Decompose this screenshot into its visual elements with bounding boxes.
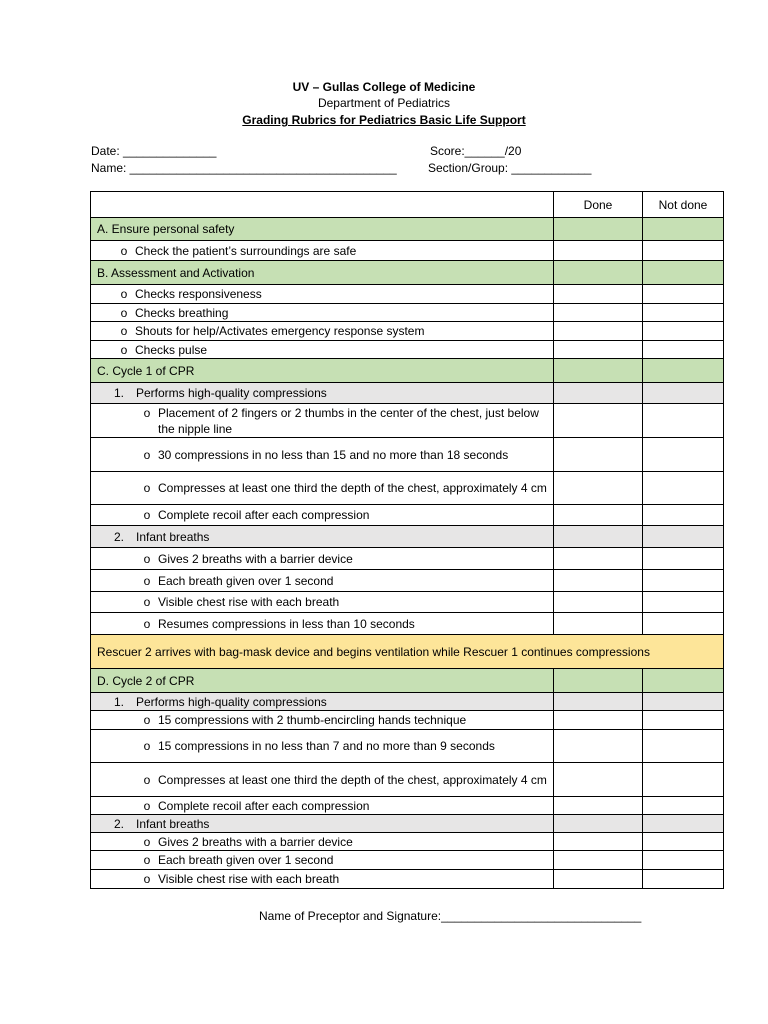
not-done-cell[interactable] <box>643 797 724 815</box>
subsection-number: 1. <box>114 386 125 400</box>
section-label: D. Cycle 2 of CPR <box>91 669 554 693</box>
header-blank-cell <box>91 192 554 218</box>
done-cell[interactable] <box>554 438 643 472</box>
column-header-not-done: Not done <box>643 192 724 218</box>
subsection-label: Infant breaths <box>136 816 210 831</box>
not-done-cell[interactable] <box>643 730 724 763</box>
done-cell[interactable] <box>554 472 643 505</box>
table-row <box>91 763 724 797</box>
bullet-icon: o <box>143 772 151 787</box>
section-group-field[interactable]: Section/Group: ____________ <box>428 161 592 175</box>
done-cell[interactable] <box>554 548 643 570</box>
item-label: Checks responsiveness <box>135 287 262 301</box>
table-row <box>91 341 724 359</box>
item-label: Gives 2 breaths with a barrier device <box>158 551 353 566</box>
table-row <box>91 730 724 763</box>
not-done-cell[interactable] <box>643 570 724 592</box>
done-cell[interactable] <box>554 322 643 341</box>
done-cell[interactable] <box>554 870 643 889</box>
bullet-icon: o <box>143 872 151 886</box>
table-header-row <box>91 192 724 218</box>
not-done-cell[interactable] <box>643 833 724 851</box>
date-field[interactable]: Date: ______________ <box>91 144 217 158</box>
done-cell[interactable] <box>554 341 643 359</box>
subsection-label: Infant breaths <box>136 529 210 544</box>
not-done-cell[interactable] <box>643 693 724 711</box>
done-cell[interactable] <box>554 711 643 730</box>
bullet-icon: o <box>120 324 128 338</box>
table-row <box>91 711 724 730</box>
not-done-cell[interactable] <box>643 851 724 870</box>
done-cell[interactable] <box>554 241 643 261</box>
score-field[interactable]: Score:______/20 <box>430 144 522 158</box>
department-name: Department of Pediatrics <box>317 96 451 110</box>
table-row <box>91 851 724 870</box>
not-done-cell[interactable] <box>643 815 724 833</box>
subsection-row <box>91 693 724 711</box>
item-label: Compresses at least one third the depth of the chest, approximately 4 cm <box>158 481 547 495</box>
bullet-icon: o <box>143 508 151 522</box>
done-cell[interactable] <box>554 763 643 797</box>
bullet-icon: o <box>120 305 128 320</box>
item-label: Checks breathing <box>135 305 229 320</box>
done-cell[interactable] <box>554 570 643 592</box>
bullet-icon: o <box>120 243 128 258</box>
section-label: C. Cycle 1 of CPR <box>91 359 554 383</box>
done-cell[interactable] <box>554 261 643 285</box>
table-row <box>91 322 724 341</box>
college-name: UV – Gullas College of Medicine <box>292 80 476 94</box>
not-done-cell[interactable] <box>643 218 724 241</box>
done-cell[interactable] <box>554 797 643 815</box>
item-label: Complete recoil after each compression <box>158 508 370 522</box>
item-label: Visible chest rise with each breath <box>158 595 340 609</box>
not-done-cell[interactable] <box>643 285 724 304</box>
item-label: Check the patient’s surroundings are safe <box>135 243 357 258</box>
subsection-number: 2. <box>114 816 125 831</box>
done-cell[interactable] <box>554 815 643 833</box>
not-done-cell[interactable] <box>643 438 724 472</box>
done-cell[interactable] <box>554 526 643 548</box>
done-cell[interactable] <box>554 669 643 693</box>
bullet-icon: o <box>143 405 151 420</box>
bullet-icon: o <box>143 739 151 753</box>
done-cell[interactable] <box>554 404 643 438</box>
bullet-icon: o <box>143 713 151 727</box>
rescuer-note: Rescuer 2 arrives with bag-mask device and begins ventilation while Rescuer 1 continues compressions <box>91 635 724 669</box>
done-cell[interactable] <box>554 613 643 635</box>
name-field[interactable]: Name: ________________________________________ <box>91 161 397 175</box>
bullet-icon: o <box>143 551 151 566</box>
subsection-row <box>91 526 724 548</box>
not-done-cell[interactable] <box>643 261 724 285</box>
done-cell[interactable] <box>554 505 643 526</box>
not-done-cell[interactable] <box>643 404 724 438</box>
table-row <box>91 404 724 438</box>
subsection-number: 1. <box>114 694 125 709</box>
table-row <box>91 548 724 570</box>
not-done-cell[interactable] <box>643 359 724 383</box>
subsection-label: Performs high-quality compressions <box>136 694 327 709</box>
item-label: Complete recoil after each compression <box>158 798 370 813</box>
table-row <box>91 472 724 505</box>
not-done-cell[interactable] <box>643 870 724 889</box>
not-done-cell[interactable] <box>643 548 724 570</box>
bullet-icon: o <box>143 595 151 609</box>
done-cell[interactable] <box>554 833 643 851</box>
not-done-cell[interactable] <box>643 322 724 341</box>
item-label: Each breath given over 1 second <box>158 573 334 588</box>
done-cell[interactable] <box>554 693 643 711</box>
item-label: Gives 2 breaths with a barrier device <box>158 834 353 849</box>
done-cell[interactable] <box>554 730 643 763</box>
table-row <box>91 613 724 635</box>
bullet-icon: o <box>143 447 151 462</box>
document-title: Grading Rubrics for Pediatrics Basic Life Support <box>242 113 526 127</box>
item-label: 15 compressions in no less than 7 and no more than 9 seconds <box>158 739 495 753</box>
item-label: 30 compressions in no less than 15 and no more than 18 seconds <box>158 447 509 462</box>
bullet-icon: o <box>143 616 151 631</box>
done-cell[interactable] <box>554 851 643 870</box>
done-cell[interactable] <box>554 304 643 322</box>
done-cell[interactable] <box>554 383 643 404</box>
subsection-row <box>91 383 724 404</box>
not-done-cell[interactable] <box>643 763 724 797</box>
bullet-icon: o <box>143 834 151 849</box>
table-row <box>91 570 724 592</box>
not-done-cell[interactable] <box>643 304 724 322</box>
column-header-done: Done <box>554 192 643 218</box>
not-done-cell[interactable] <box>643 592 724 613</box>
item-label: Placement of 2 fingers or 2 thumbs in the center of the chest, just below the nipple line <box>158 405 539 436</box>
bullet-icon: o <box>143 798 151 813</box>
preceptor-signature-field[interactable]: Name of Preceptor and Signature:______________________________ <box>259 909 642 923</box>
item-label: 15 compressions with 2 thumb-encircling hands technique <box>158 713 467 727</box>
rubric-table <box>90 191 724 889</box>
bullet-icon: o <box>143 573 151 588</box>
subsection-number: 2. <box>114 529 125 544</box>
table-row <box>91 285 724 304</box>
section-row-a <box>91 218 724 241</box>
bullet-icon: o <box>143 853 151 867</box>
section-label: B. Assessment and Activation <box>91 261 554 285</box>
table-row <box>91 304 724 322</box>
not-done-cell[interactable] <box>643 711 724 730</box>
section-label: A. Ensure personal safety <box>91 218 554 241</box>
not-done-cell[interactable] <box>643 526 724 548</box>
done-cell[interactable] <box>554 592 643 613</box>
table-row <box>91 241 724 261</box>
item-label: Each breath given over 1 second <box>158 853 334 867</box>
rescuer-note-row <box>91 635 724 669</box>
item-label: Compresses at least one third the depth of the chest, approximately 4 cm <box>158 772 547 787</box>
table-row <box>91 438 724 472</box>
subsection-label: Performs high-quality compressions <box>136 386 327 400</box>
bullet-icon: o <box>120 287 128 301</box>
not-done-cell[interactable] <box>643 472 724 505</box>
done-cell[interactable] <box>554 218 643 241</box>
table-row <box>91 797 724 815</box>
not-done-cell[interactable] <box>643 505 724 526</box>
not-done-cell[interactable] <box>643 613 724 635</box>
not-done-cell[interactable] <box>643 383 724 404</box>
bullet-icon: o <box>143 481 151 495</box>
section-row-d <box>91 669 724 693</box>
table-row <box>91 870 724 889</box>
item-label: Resumes compressions in less than 10 seconds <box>158 616 415 631</box>
table-row <box>91 833 724 851</box>
subsection-row <box>91 815 724 833</box>
table-row <box>91 592 724 613</box>
item-label: Shouts for help/Activates emergency response system <box>135 324 425 338</box>
section-row-c <box>91 359 724 383</box>
done-cell[interactable] <box>554 359 643 383</box>
not-done-cell[interactable] <box>643 241 724 261</box>
not-done-cell[interactable] <box>643 341 724 359</box>
bullet-icon: o <box>120 342 128 357</box>
item-label: Visible chest rise with each breath <box>158 872 340 886</box>
not-done-cell[interactable] <box>643 669 724 693</box>
item-label: Checks pulse <box>135 342 208 357</box>
section-row-b <box>91 261 724 285</box>
done-cell[interactable] <box>554 285 643 304</box>
table-row <box>91 505 724 526</box>
